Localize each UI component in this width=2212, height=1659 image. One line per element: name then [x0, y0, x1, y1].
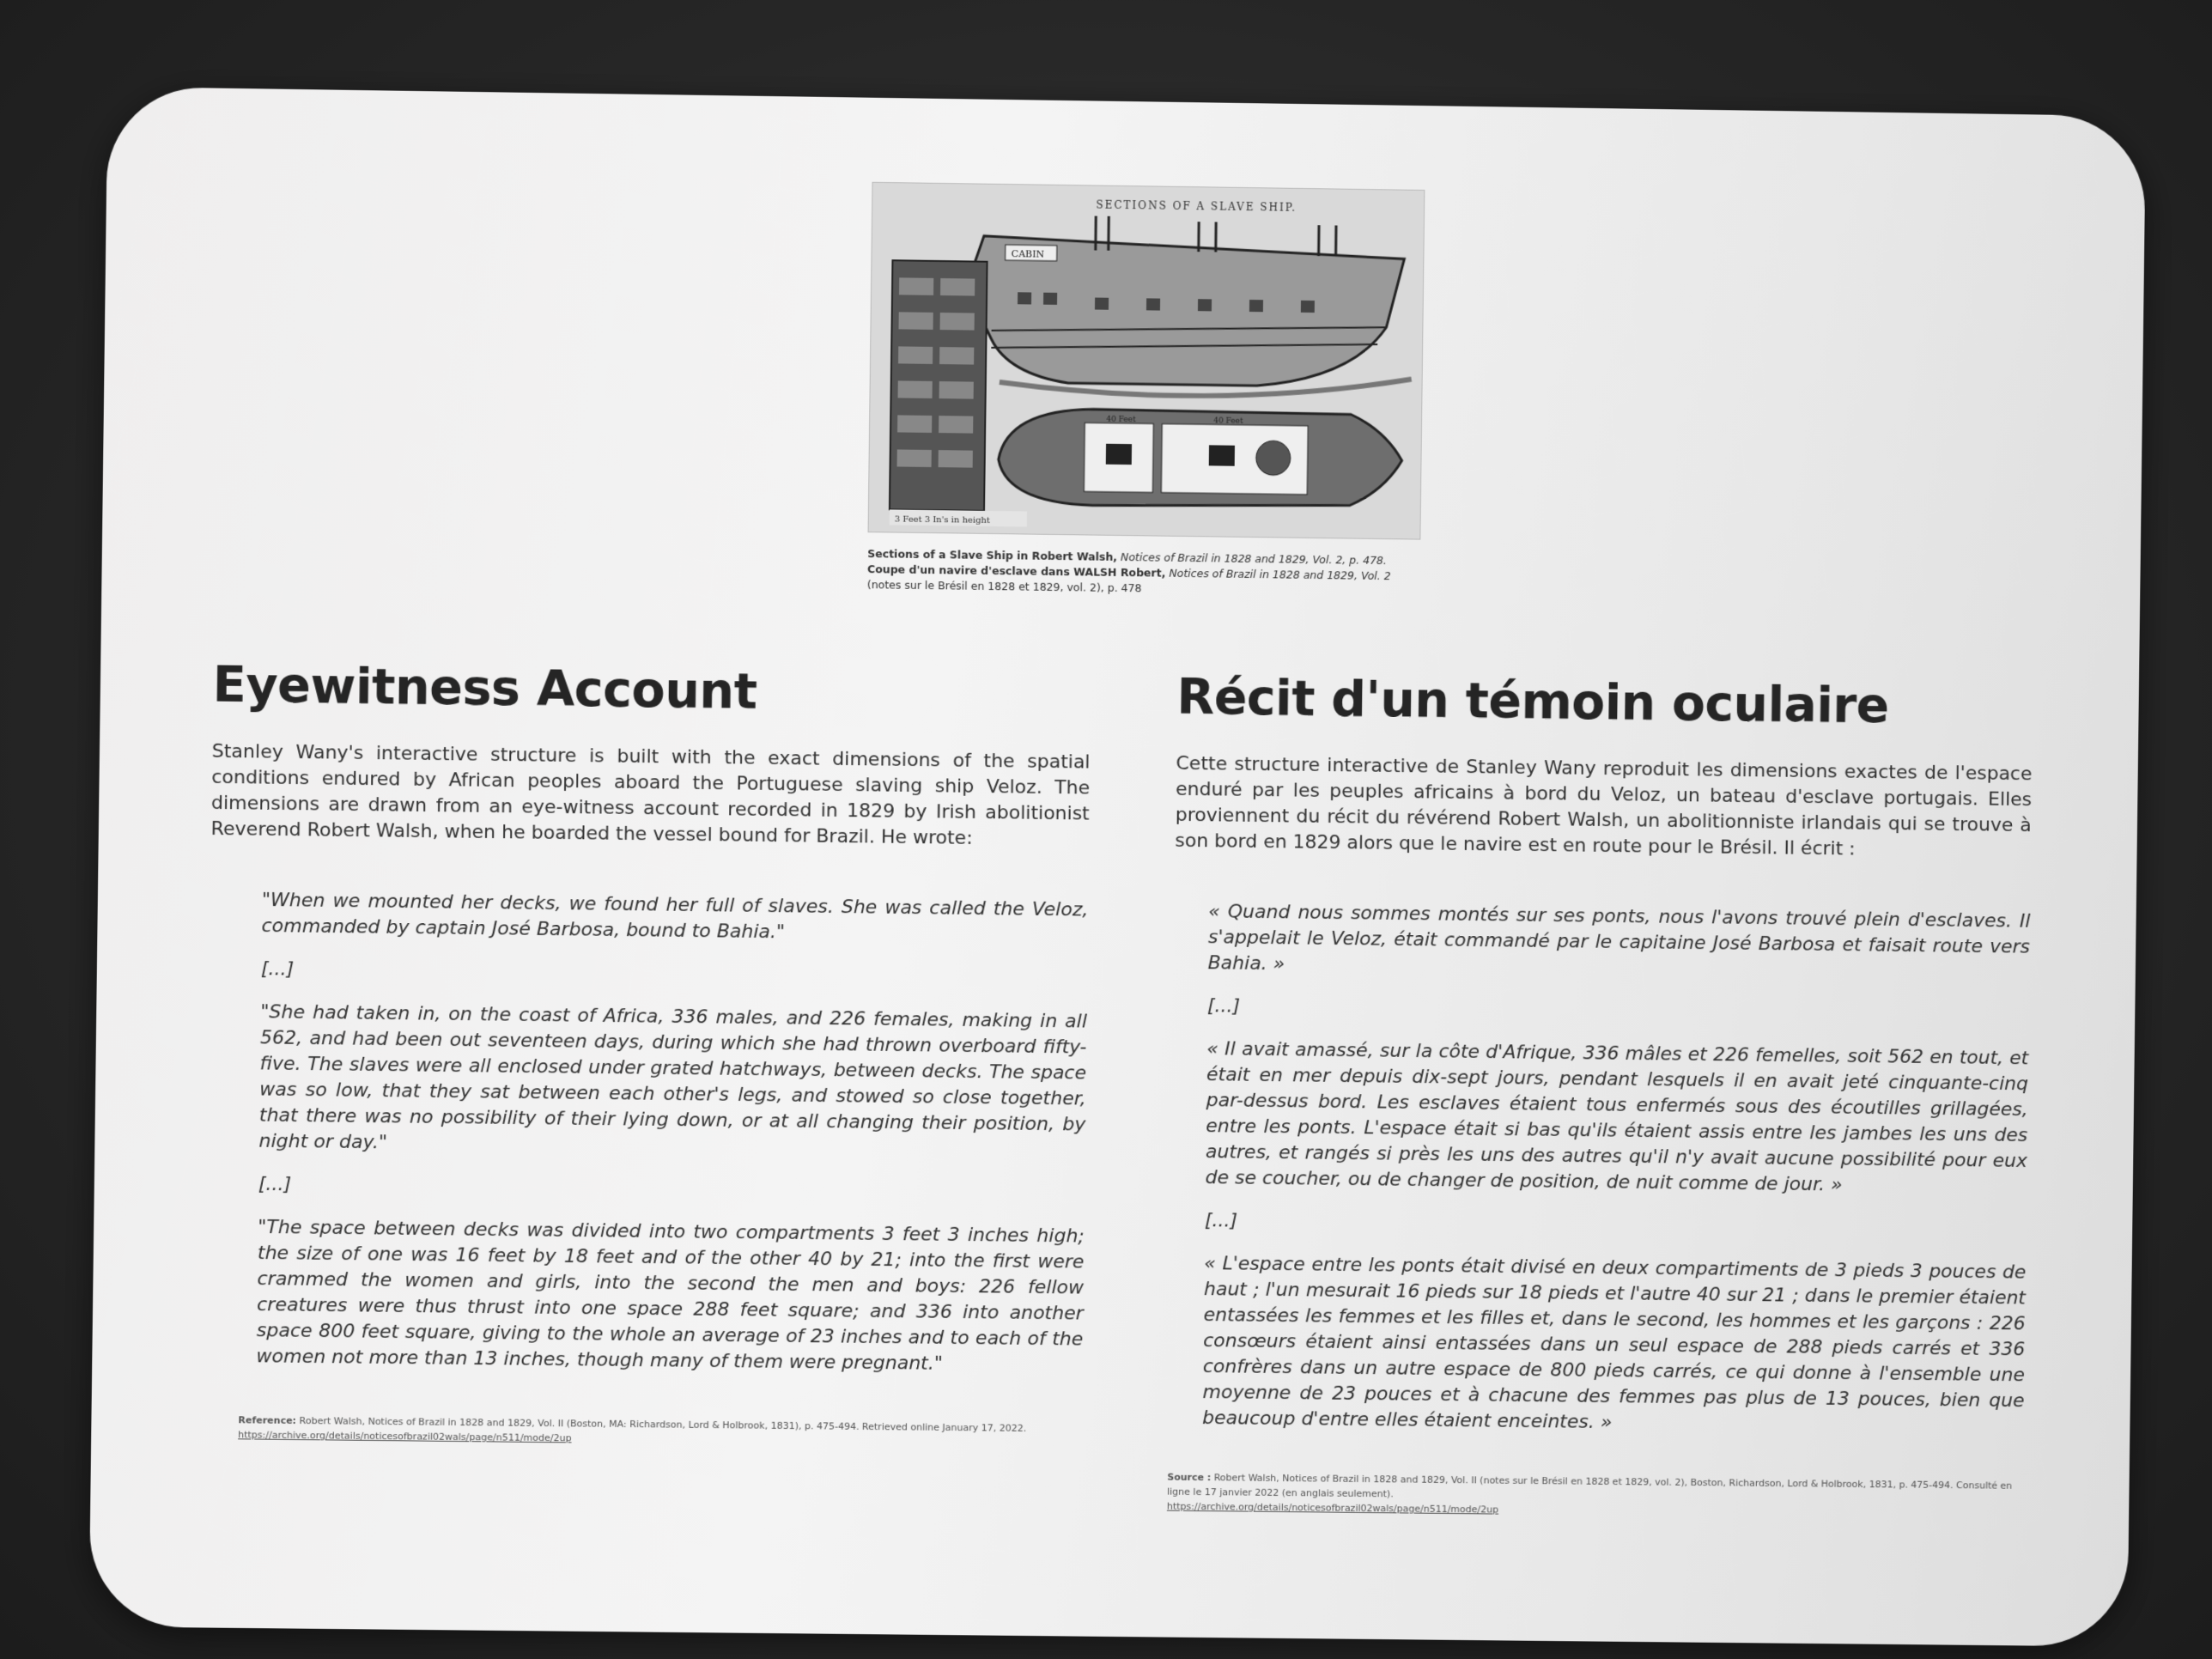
english-ellipsis-1: [...]	[260, 958, 295, 981]
french-quote-2: « Il avait amassé, sur la côte d'Afrique, 336 mâles et 226 femelles, soit 562 en tout, et était en mer depuis dix-sept jours, pendant lesquels il en avait jeté cinquante-cinq par-dessus bord. Les esclaves étaient tous enfermés sous des écoutilles grillagées, entre les ponts. L'espace était si bas qu'ils étaient assis entre les jambes les uns des autres, et rangés si près les uns des autres qu'il n'y avait aucune possibilité pour eux de se coucher, ou de changer de position, de nuit comme de jour. »	[1205, 1038, 2029, 1196]
engraving-side-label: 3 Feet 3 In's in height	[894, 514, 990, 526]
caption-french: Coupe d'un navire d'esclave dans WALSH Robert, Notices of Brazil in 1828 and 1829, Vol. 2	[866, 562, 1391, 583]
english-title: Eyewitness Account	[212, 656, 757, 720]
slave-ship-engraving	[868, 182, 1425, 540]
english-quotes	[204, 887, 1089, 1378]
french-column	[1167, 669, 2033, 1522]
french-intro: Cette structure interactive de Stanley Wany reproduit les dimensions exactes de l'espace enduré par les peuples africains à bord du Veloz, un bateau d'esclave portugais. Elles proviennent du récit du révérend Robert Walsh, un abolitionniste irlandais qui se trouve à son bord en 1829 alors que le navire est en route pour le Brésil. Il écrit :	[1175, 752, 2033, 860]
english-quote-3: "The space between decks was divided into two compartments 3 feet 3 inches high; the size of one was 16 feet by 18 feet and of the other 40 by 21; into the first were crammed the women and girls, into the second the men and boys: 226 fellow creatures were thus thrust into one space 288 feet square; and 336 into another space 800 feet square, giving to the whole an average of 23 inches and to each of the women not more than 13 inches, though many of them were pregnant."	[256, 1216, 1085, 1375]
english-intro: Stanley Wany's interactive structure is built with the exact dimensions of the spatial conditions endured by African peoples aboard the Portuguese slaving ship Veloz. The dimensions are drawn from an eye-witness account recorded in 1829 by Irish abolitionist Reverend Robert Walsh, when he boarded the vessel bound for Brazil. He wrote:	[210, 740, 1091, 849]
engraving-compartment-label-2: 40 Feet	[1213, 416, 1243, 426]
french-quote-3: « L'espace entre les ponts était divisé en deux compartiments de 3 pieds 3 pouces de haut ; l'un mesurait 16 pieds sur 18 pieds et l'autre 40 sur 21 ; dans le premier étaient entassées les femmes et les filles et, dans le second, les hommes et les garçons : 226 consœurs étaient ainsi entassées dans un seul espace de 288 pieds carrés et 336 confrères dans un autre espace de 800 pieds carrés, ce qui donne à l'ensemble une moyenne de 23 pouces et à chacune des femmes pas plus de 13 pouces, bien que beaucoup d'entre elles étaient enceintes. »	[1202, 1253, 2027, 1434]
engraving-title: SECTIONS OF A SLAVE SHIP.	[1096, 198, 1297, 214]
english-reference: Reference: Robert Walsh, Notices of Brazil in 1828 and 1829, Vol. II (Boston, MA: Richardson, Lord & Holbrook, 1831), p. 475-494. Retrieved online January 17, 2022. https://archive.org/details/noticesofbrazil02wals/page/n511/mode/2up	[238, 1414, 1027, 1444]
english-column	[204, 656, 1091, 1450]
engraving-cabin-label: CABIN	[1011, 248, 1045, 260]
french-quote-1: « Quand nous sommes montés sur ses ponts, nous l'avons trouvé plein d'esclaves. Il s'appelait le Veloz, était commandé par le capitaine José Barbosa et faisait route vers Bahia. »	[1207, 901, 2031, 975]
french-title: Récit d'un témoin oculaire	[1176, 668, 1890, 735]
french-ellipsis-1: [...]	[1206, 995, 1241, 1018]
exhibit-panel	[88, 87, 2146, 1647]
french-reference-link: https://archive.org/details/noticesofbrazil02wals/page/n511/mode/2up	[1166, 1500, 1499, 1516]
french-quotes	[1168, 899, 2031, 1440]
english-quote-2: "She had taken in, on the coast of Africa, 336 males, and 226 females, making in all 562, and had been out seventeen days, during which she had thrown overboard fifty-five. The slaves were all enclosed under grated hatchways, between decks. The space was so low, that they sat between each other's legs, and stowed so close together, that there was no possibility of their lying down, or at all changing their position, by night or day."	[258, 1001, 1087, 1154]
english-ellipsis-2: [...]	[258, 1173, 292, 1196]
english-reference-link: https://archive.org/details/noticesofbrazil02wals/page/n511/mode/2up	[238, 1429, 572, 1444]
caption-french-note: (notes sur le Brésil en 1828 et 1829, vol. 2), p. 478	[866, 578, 1142, 595]
french-reference: Source : Robert Walsh, Notices of Brazil in 1828 and 1829, Vol. II (notes sur le Brésil en 1828 et 1829, vol. 2), Boston, Richardson, Lord & Holbrook, 1831, p. 475-494. Consulté en ligne le 17 janvier 2022 (en anglais seulement). https://archive.org/details/noticesofbrazil02wals/page/n511/mode/2up	[1166, 1471, 2013, 1516]
engraving-compartment-label-1: 40 Feet	[1106, 415, 1136, 425]
engraving-caption	[867, 546, 1468, 601]
english-quote-1: "When we mounted her decks, we found her full of slaves. She was called the Veloz, commanded by captain José Barbosa, bound to Bahia."	[261, 889, 1089, 944]
caption-english: Sections of a Slave Ship in Robert Walsh, Notices of Brazil in 1828 and 1829, Vol. 2, p. 478.	[867, 547, 1388, 568]
french-ellipsis-2: [...]	[1204, 1210, 1238, 1232]
